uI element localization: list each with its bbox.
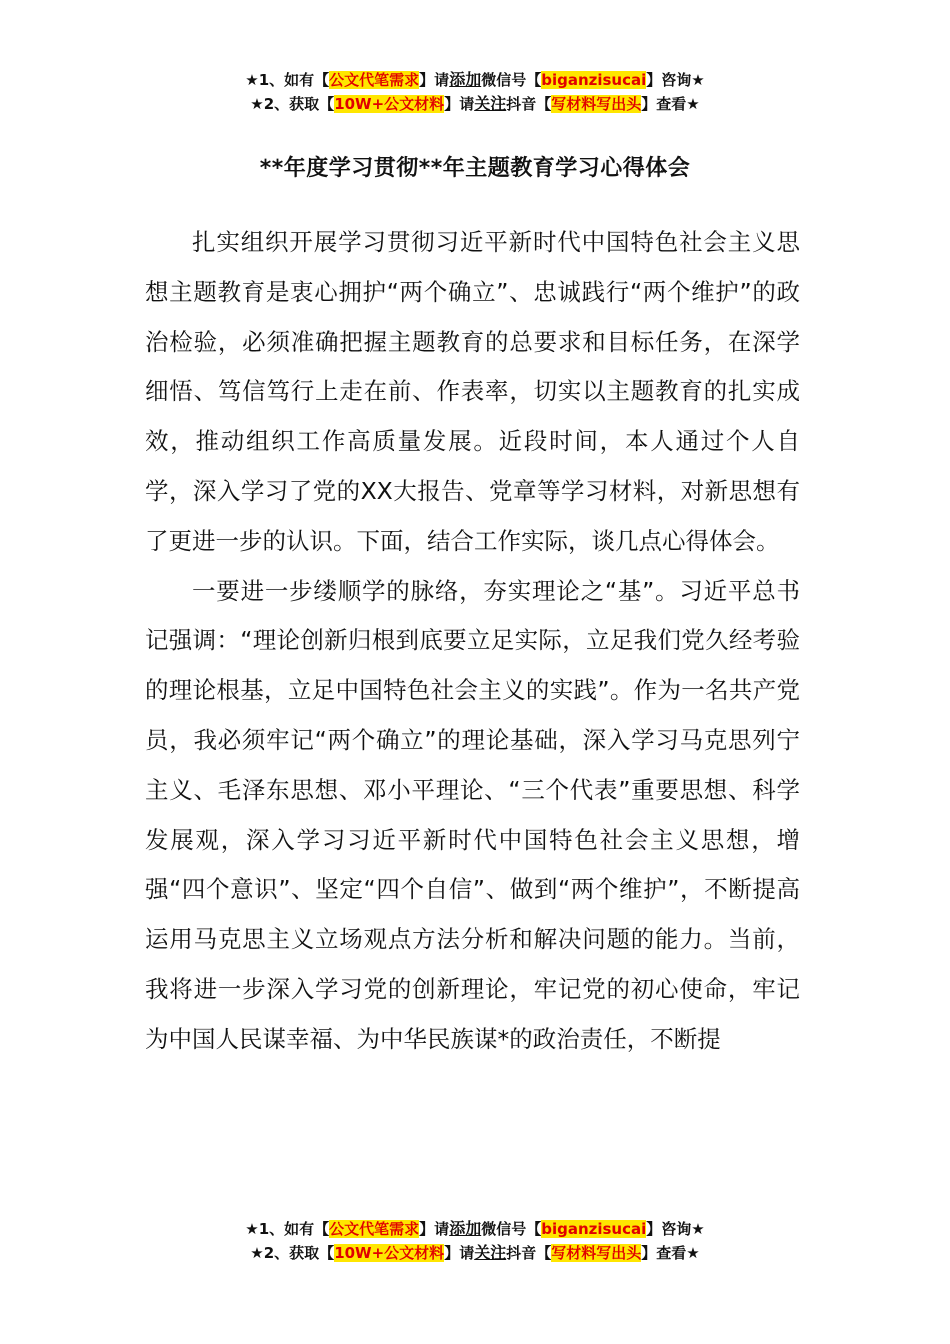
- header-line-1-suffix: 】咨询★: [646, 71, 705, 89]
- body-paragraph: 扎实组织开展学习贯彻习近平新时代中国特色社会主义思想主题教育是衷心拥护“两个确立”、忠诚践行“两个维护”的政治检验，必须准确把握主题教育的总要求和目标任务，在深学细悟、笃信笃行上走在前、作表率，切实以主题教育的扎实成效，推动组织工作高质量发展。近段时间，本人通过个人自学，深入学习了党的XX大报告、党章等学习材料，对新思想有了更进一步的认识。下面，结合工作实际，谈几点心得体会。: [145, 228, 800, 555]
- header-line-2-suffix: 】查看★: [641, 95, 700, 113]
- header-underlined-follow: 关注: [474, 94, 507, 113]
- footer-banner: [0, 1217, 950, 1265]
- header-highlight-service: 公文代笔需求: [329, 71, 420, 89]
- footer-line-1-prefix: ★1、如有【: [245, 1220, 330, 1238]
- header-line-1-mid: 】请: [419, 71, 450, 89]
- header-line-1: [0, 68, 950, 92]
- header-line-1-mid2: 微信号【: [481, 71, 542, 89]
- header-line-2-mid: 】请: [444, 95, 475, 113]
- body-paragraph: 一要进一步缕顺学的脉络，夯实理论之“基”。习近平总书记强调：“理论创新归根到底要立足实际，立足我们党久经考验的理论根基，立足中国特色社会主义的实践”。作为一名共产党员，我必须牢记“两个确立”的理论基础，深入学习马克思列宁主义、毛泽东思想、邓小平理论、“三个代表”重要思想、科学发展观，深入学习习近平新时代中国特色社会主义思想，增强“四个意识”、坚定“四个自信”、做到“两个维护”，不断提高运用马克思主义立场观点方法分析和解决问题的能力。当前，我将进一步深入学习党的创新理论，牢记党的初心使命，牢记为中国人民谋幸福、为中华民族谋*的政治责任，不断提: [145, 576, 800, 1053]
- footer-highlight-materials: 10W+公文材料: [334, 1244, 445, 1262]
- header-highlight-materials: 10W+公文材料: [334, 95, 445, 113]
- document-body: [145, 218, 800, 1065]
- header-highlight-douyin-account: 写材料写出头: [551, 95, 642, 113]
- header-highlight-wechat-id: biganzisucai: [541, 71, 647, 89]
- header-line-2-mid2: 抖音【: [506, 95, 552, 113]
- footer-line-1-mid2: 微信号【: [481, 1220, 542, 1238]
- footer-highlight-douyin-account: 写材料写出头: [551, 1244, 642, 1262]
- footer-underlined-follow: 关注: [474, 1243, 507, 1262]
- header-line-2: [0, 92, 950, 116]
- footer-highlight-service: 公文代笔需求: [329, 1220, 420, 1238]
- footer-line-2-suffix: 】查看★: [641, 1244, 700, 1262]
- footer-line-2-mid: 】请: [444, 1244, 475, 1262]
- document-title: **年度学习贯彻**年主题教育学习心得体会: [259, 156, 691, 181]
- footer-highlight-wechat-id: biganzisucai: [541, 1220, 647, 1238]
- footer-line-2-prefix: ★2、获取【: [250, 1244, 335, 1262]
- footer-underlined-add: 添加: [449, 1219, 482, 1238]
- footer-line-2-mid2: 抖音【: [506, 1244, 552, 1262]
- footer-line-1-suffix: 】咨询★: [646, 1220, 705, 1238]
- footer-line-1: [0, 1217, 950, 1241]
- header-line-1-prefix: ★1、如有【: [245, 71, 330, 89]
- header-line-2-prefix: ★2、获取【: [250, 95, 335, 113]
- footer-line-2: [0, 1241, 950, 1265]
- header-underlined-add: 添加: [449, 70, 482, 89]
- header-banner: [0, 68, 950, 116]
- footer-line-1-mid: 】请: [419, 1220, 450, 1238]
